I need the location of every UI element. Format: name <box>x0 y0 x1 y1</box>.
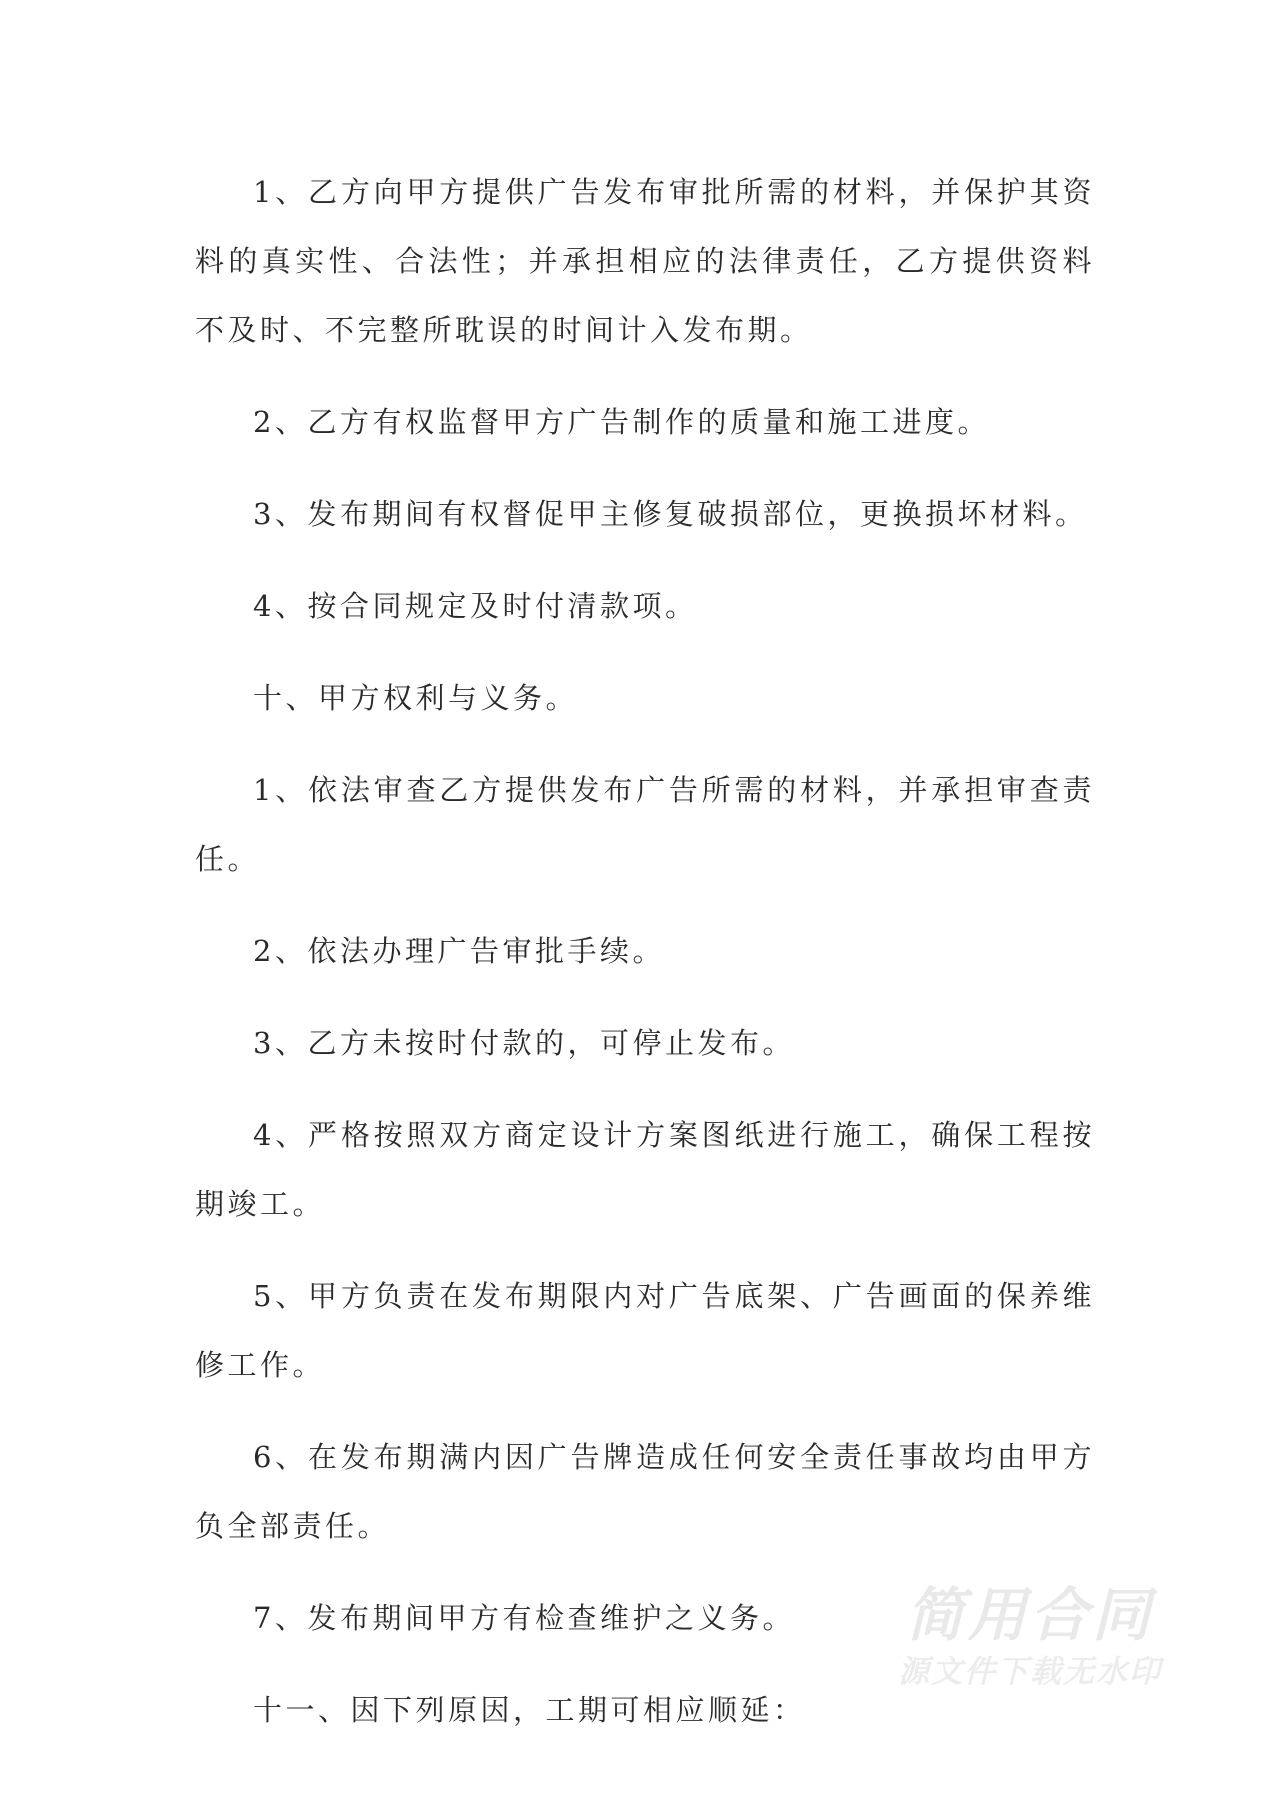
paragraph-10: 6、在发布期满内因广告牌造成任何安全责任事故均由甲方负全部责任。 <box>195 1440 1095 1543</box>
paragraph-5: 1、依法审查乙方提供发布广告所需的材料，并承担审查责任。 <box>195 773 1095 876</box>
paragraph-1: 1、乙方向甲方提供广告发布审批所需的材料，并保护其资料的真实性、合法性；并承担相应的法律责任，乙方提供资料不及时、不完整所耽误的时间计入发布期。 <box>195 175 1095 347</box>
paragraph-4: 4、按合同规定及时付清款项。 <box>253 589 698 623</box>
paragraph-3: 3、发布期间有权督促甲主修复破损部位，更换损坏材料。 <box>253 497 1088 531</box>
paragraph-2: 2、乙方有权监督甲方广告制作的质量和施工进度。 <box>253 405 990 439</box>
paragraph-8: 4、严格按照双方商定设计方案图纸进行施工，确保工程按期竣工。 <box>195 1118 1095 1221</box>
paragraph-6: 2、依法办理广告审批手续。 <box>253 934 665 968</box>
watermark-sub-text: 源文件下载无水印 <box>898 1654 1162 1690</box>
paragraph-9: 5、甲方负责在发布期限内对广告底架、广告画面的保养维修工作。 <box>195 1279 1095 1382</box>
paragraph-7: 3、乙方未按时付款的，可停止发布。 <box>253 1026 795 1060</box>
section-heading-11: 十一、因下列原因，工期可相应顺延： <box>253 1693 806 1727</box>
section-heading-10: 十、甲方权利与义务。 <box>253 681 579 715</box>
watermark-main-text: 简用合同 <box>905 1581 1154 1649</box>
document-body <box>195 158 1095 1745</box>
paragraph-11: 7、发布期间甲方有检查维护之义务。 <box>253 1601 795 1635</box>
